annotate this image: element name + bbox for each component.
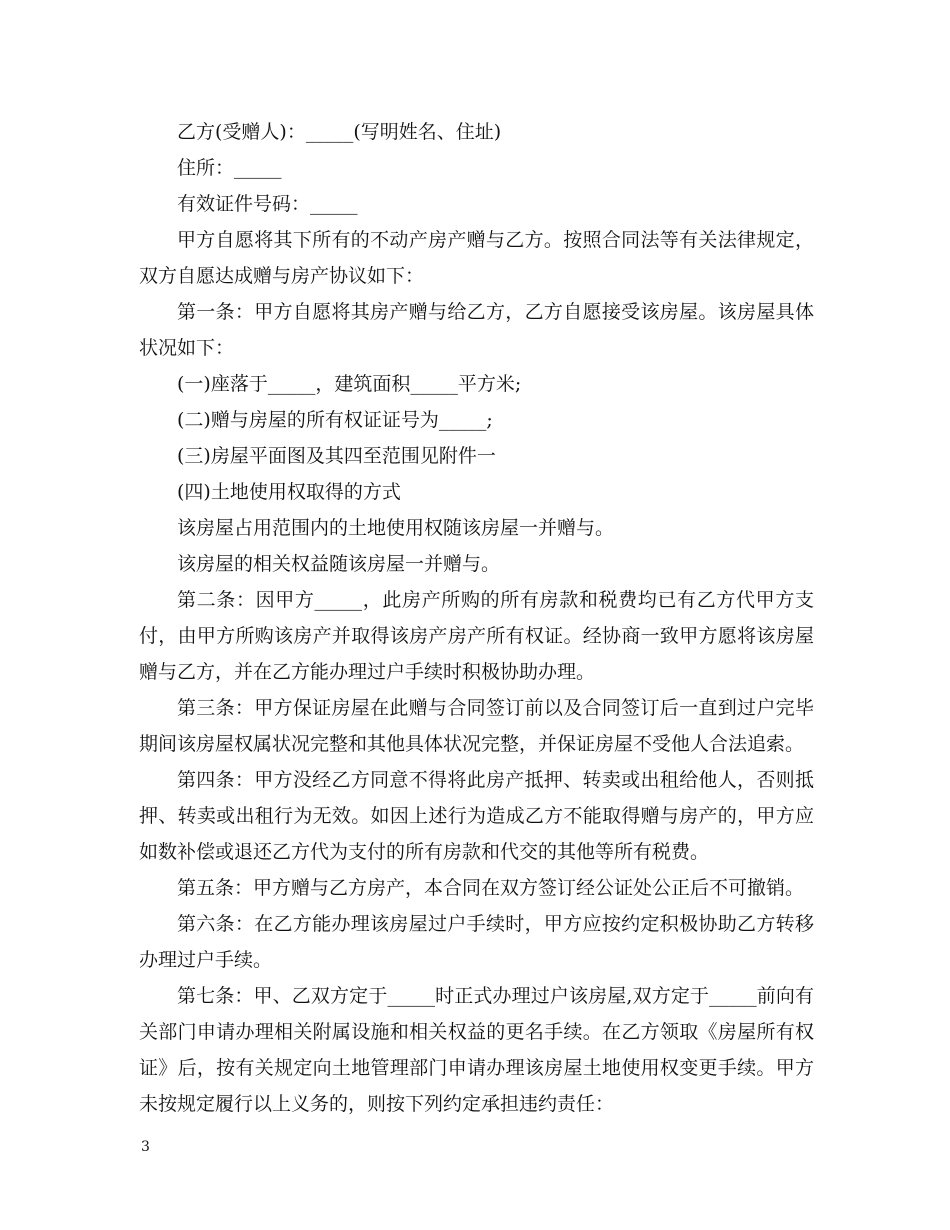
related-rights-paragraph: 该房屋的相关权益随该房屋一并赠与。 [177,553,501,575]
article-1: 第一条：甲方自愿将其房产赠与给乙方，乙方自愿接受该房屋。该房屋具体状况如下： [139,301,814,359]
id-number-line: 有效证件号码：_____ [177,193,358,215]
party-b-line: 乙方(受赠人)：_____(写明姓名、住址) [177,121,502,143]
article-6: 第六条：在乙方能办理该房屋过户手续时，甲方应按约定积极协助乙方转移办理过户手续。 [139,913,814,971]
article-3: 第三条：甲方保证房屋在此赠与合同签订前以及合同签订后一直到过户完毕期间该房屋权属状况完整和其他具体状况完整，并保证房屋不受他人合法追索。 [139,697,814,755]
article-1-item-2: (二)赠与房屋的所有权证证号为_____; [177,409,493,431]
article-7: 第七条：甲、乙双方定于_____时正式办理过户该房屋,双方定于_____前向有关部门申请办理相关附属设施和相关权益的更名手续。在乙方领取《房屋所有权证》后，按有关规定向土地管理部门申请办理该房屋土地使用权变更手续。甲方未按规定履行以上义务的，则按下列约定承担违约责任： [139,985,814,1115]
article-4: 第四条：甲方没经乙方同意不得将此房产抵押、转卖或出租给他人，否则抵押、转卖或出租行为无效。如因上述行为造成乙方不能取得赠与房产的，甲方应如数补偿或退还乙方代为支付的所有房款和代交的其他等所有税费。 [139,769,814,863]
address-line: 住所：_____ [177,157,282,179]
article-1-item-3: (三)房屋平面图及其四至范围见附件一 [177,445,496,467]
article-1-item-1: (一)座落于_____，建筑面积_____平方米; [177,373,522,395]
article-1-item-4: (四)土地使用权取得的方式 [177,481,401,503]
page-number: 3 [141,1139,150,1155]
contract-body [139,114,814,1122]
article-2: 第二条：因甲方_____，此房产所购的所有房款和税费均已有乙方代甲方支付，由甲方所购该房产并取得该房产房产所有权证。经协商一致甲方愿将该房屋赠与乙方，并在乙方能办理过户手续时积极协助办理。 [139,589,814,683]
preamble-paragraph: 甲方自愿将其下所有的不动产房产赠与乙方。按照合同法等有关法律规定，双方自愿达成赠与房产协议如下： [139,229,814,287]
article-5: 第五条：甲方赠与乙方房产，本合同在双方签订经公证处公正后不可撤销。 [177,877,805,899]
land-use-paragraph: 该房屋占用范围内的土地使用权随该房屋一并赠与。 [177,517,615,539]
